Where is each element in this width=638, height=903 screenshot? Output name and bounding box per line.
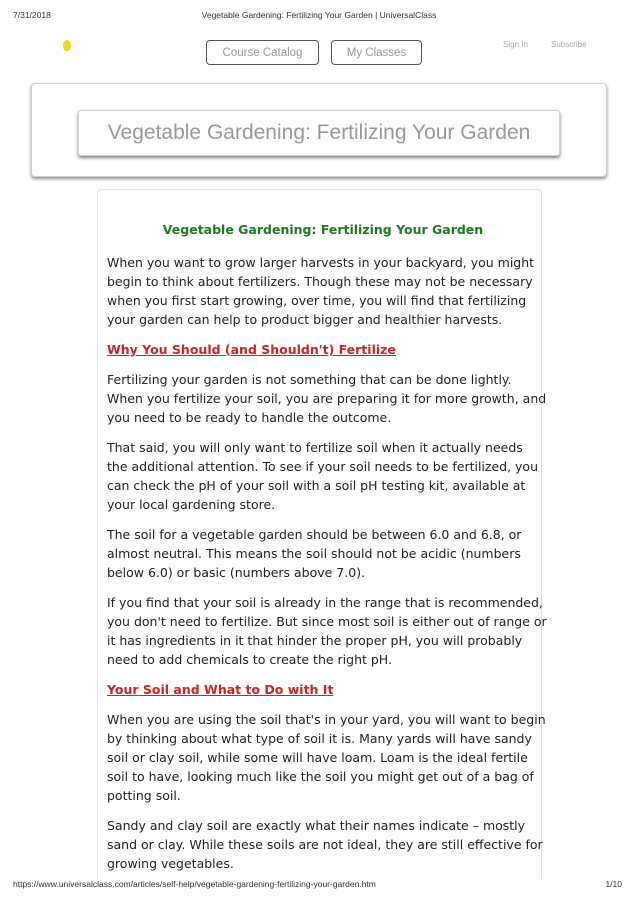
- paragraph: If you find that your soil is already in the range that is recommended, you don't need to fertilize. But since most soil is either out of range or it has ingredients in it that hinder the proper pH, you will probably need to add chemicals to create the right pH.: [107, 595, 547, 667]
- sign-in-link[interactable]: Sign In: [503, 40, 528, 49]
- print-footer: [0, 877, 638, 897]
- print-header: [0, 0, 638, 28]
- banner-title: Vegetable Gardening: Fertilizing Your Garden: [78, 110, 560, 156]
- article-intro: When you want to grow larger harvests in your backyard, you might begin to think about fertilizers. Though these may not be necessary when you first start growing, over time, you will find that fertilizing your garden can help to product bigger and healthier harvests.: [107, 255, 535, 327]
- paragraph: That said, you will only want to fertilize soil when it actually needs the additional attention. To see if your soil needs to be fertilized, you can check the pH of your soil with a soil pH testing kit, available at your local gardening store.: [107, 440, 539, 512]
- print-page-number: 1/10: [605, 879, 622, 889]
- subscribe-link[interactable]: Subscribe: [551, 40, 587, 49]
- site-logo-icon[interactable]: [63, 40, 71, 51]
- course-catalog-button[interactable]: Course Catalog: [206, 40, 319, 65]
- print-page-title: Vegetable Gardening: Fertilizing Your Garden | UniversalClass: [201, 10, 437, 20]
- section-heading-why-fertilize: Why You Should (and Shouldn't) Fertilize: [107, 342, 396, 357]
- paragraph: Sandy and clay soil are exactly what their names indicate – mostly sand or clay. While these soils are not ideal, they are still effective for growing vegetables.: [107, 818, 543, 871]
- paragraph: When you are using the soil that's in your yard, you will want to begin by thinking about what type of soil it is. Many yards will have sandy soil or clay soil, while some will have loam. Loam is the ideal fertile soil to have, looking much like the soil you might get out of a bag of potting soil.: [107, 712, 546, 803]
- print-date: 7/31/2018: [13, 10, 51, 20]
- print-url: https://www.universalclass.com/articles/self-help/vegetable-gardening-fertilizing-your-garden.htm: [13, 879, 376, 889]
- paragraph: The soil for a vegetable garden should be between 6.0 and 6.8, or almost neutral. This means the soil should not be acidic (numbers below 6.0) or basic (numbers above 7.0).: [107, 527, 522, 580]
- section-heading-your-soil: Your Soil and What to Do with It: [107, 682, 334, 697]
- article-body: [107, 220, 547, 884]
- paragraph: Fertilizing your garden is not something that can be done lightly. When you fertilize your soil, you are preparing it for more growth, and you need to be ready to handle the outcome.: [107, 372, 547, 425]
- article-heading: Vegetable Gardening: Fertilizing Your Garden: [162, 222, 484, 237]
- my-classes-button[interactable]: My Classes: [331, 40, 422, 65]
